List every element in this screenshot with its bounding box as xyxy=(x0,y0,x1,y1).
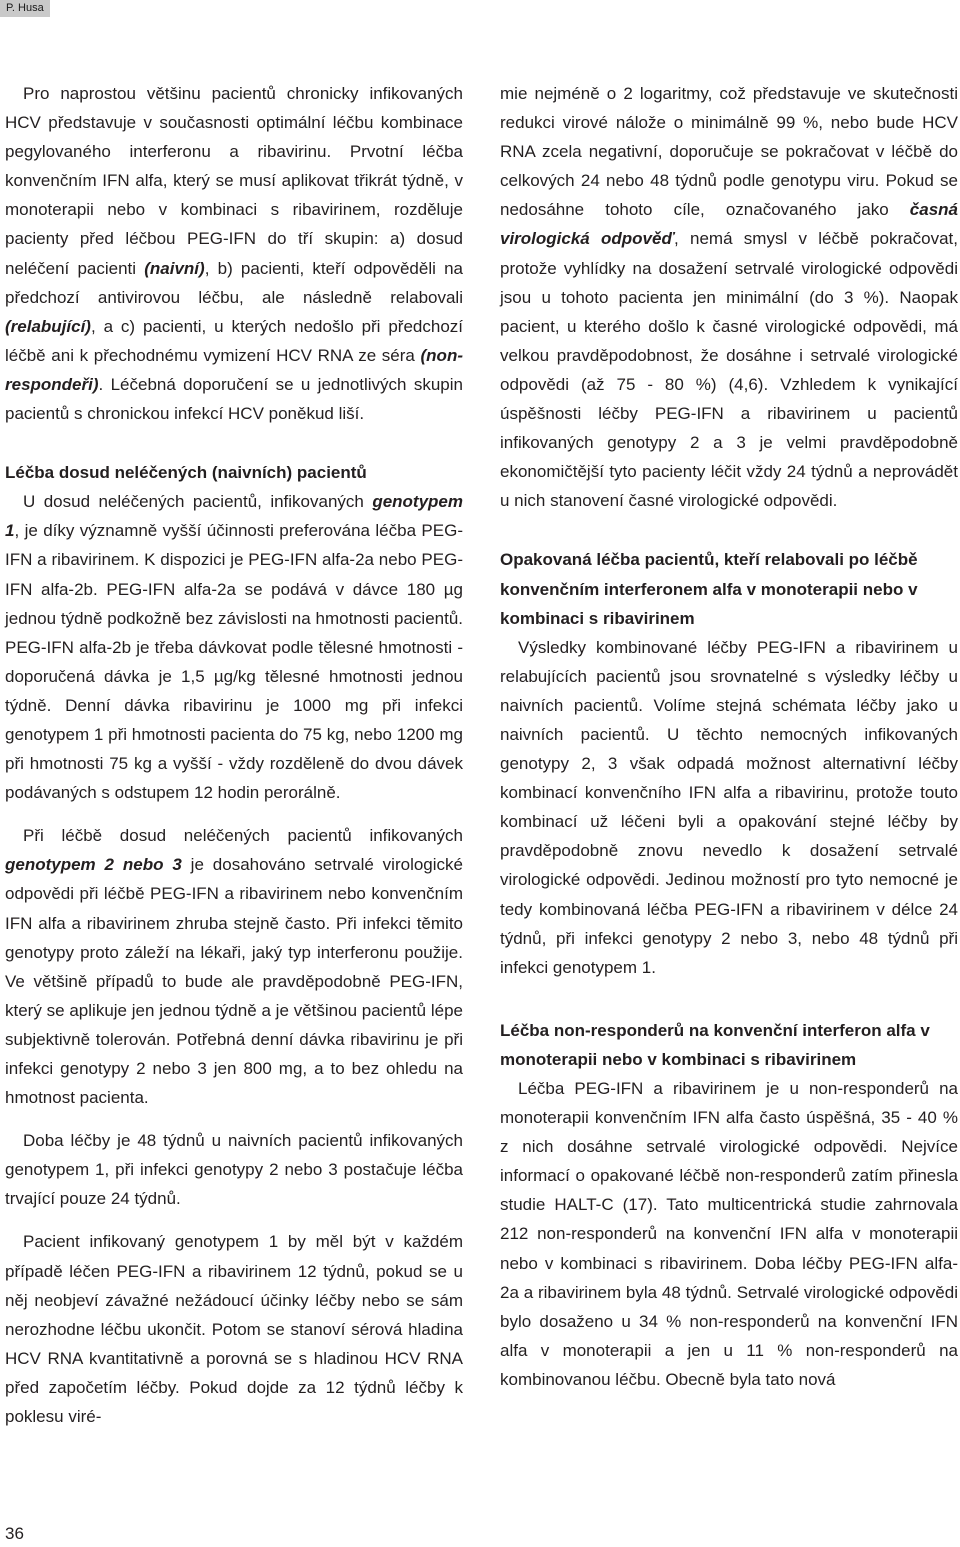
paragraph-genotype-2-3: Při léčbě dosud neléčených pacientů infikovaných genotypem 2 nebo 3 je dosahováno setrvalé virologické odpovědi při léčbě PEG-IFN a ribavirinem nebo konvenčním IFN alfa a ribavirinem zhruba stejně často. Při infekci těmito genotypy proto záleží na lékaři, jaký typ interferonu použije. Ve většině případů to bude ale pravděpodobně PEG-IFN, který se aplikuje jen jednou týdně a je většinou pacientů lépe subjektivně tolerován. Potřebná denní dávka ribavirinu je při infekci genotypy 2 nebo 3 jen 800 mg, a to bez ohledu na hmotnost pacienta. xyxy=(5,826,463,1108)
paragraph-12-weeks: Pacient infikovaný genotypem 1 by měl být v každém případě léčen PEG-IFN a ribavirinem 12 týdnů, pokud se u něj neobjeví závažné nežádoucí účinky léčby nebo se sám nerozhodne léčbu ukončit. Potom se stanoví sérová hladina HCV RNA kvantitativně a porovná se s hladinou HCV RNA před započetím léčby. Pokud dojde za 12 týdnů léčby k poklesu viré- xyxy=(5,1232,463,1427)
paragraph-non-responders: Léčba PEG-IFN a ribavirinem je u non-responderů na monoterapii konvenčním IFN alfa často úspěšná, 35 - 40 % z nich dosáhne setrvalé virologické odpovědi. Nejvíce informací o opakované léčbě non-responderů zatím přinesla studie HALT-C (17). Tato multicentrická studie zahrnovala 212 non-responderů na konvenční IFN alfa v monoterapii nebo v kombinaci s ribavirinem. Doba léčby PEG-IFN alfa-2a a ribavirinem byla 48 týdnů. Setrvalé virologické odpovědi bylo dosaženo u 34 % non-responderů na konvenční IFN alfa v monoterapii a jen u 11 % non-responderů na kombinovanou léčbu. Obecně byla tato nová xyxy=(500,1079,958,1389)
right-column xyxy=(500,79,958,1408)
paragraph-relapsers: Výsledky kombinované léčby PEG-IFN a ribavirinem u relabujících pacientů jsou srovnatelné s výsledky léčby u naivních pacientů. Volíme stejná schémata léčby jako u naivních pacientů. U těchto nemocných infikovaných genotypy 2, 3 však odpadá možnost alternativní léčby kombinací konvenčního IFN alfa a ribavirinu, protože touto kombinací už léčeni byli a opakování stejné léčby by pravděpodobně znovu nevedlo k dosažení setrvalé virologické odpovědi. Jedinou možností pro tyto nemocné je tedy kombinovaná léčba PEG-IFN a ribavirinem v délce 24 týdnů, při infekci genotypy 2 nebo 3, nebo 48 týdnů při infekci genotypem 1. xyxy=(500,637,958,977)
section-heading-non-responders: Léčba non-responderů na konvenční interferon alfa v monoterapii nebo v kombinaci s ribavirinem xyxy=(500,1020,930,1069)
intro-paragraph: Pro naprostou většinu pacientů chronicky infikovaných HCV představuje v současnosti optimální léčbu kombinace pegylovaného interferonu a ribavirinu. Prvotní léčba konvenčním IFN alfa, který se musí aplikovat třikrát týdně, v monoterapii nebo v kombinaci s ribavirinem, rozděluje pacienty před léčbou PEG-IFN do tří skupin: a) dosud neléčení pacienti (naivní), b) pacienti, kteří odpověděli na předchozí antivirovou léčbu, ale následně relabovali (relabující), a c) pacienti, u kterých nedošlo při předchozí léčbě ani k přechodnému vymizení HCV RNA ze séra (non-respondeři). Léčebná doporučení se u jednotlivých skupin pacientů s chronickou infekcí HCV poněkud liší. xyxy=(5,84,463,424)
term-naivni: (naivní) xyxy=(144,258,205,278)
section-heading-naive: Léčba dosud neléčených (naivních) pacientů xyxy=(5,463,367,483)
section-heading-relapsers: Opakovaná léčba pacientů, kteří relabovali po léčbě konvenčním interferonem alfa v monoterapii nebo v kombinaci s ribavirinem xyxy=(500,550,918,628)
page-number: 36 xyxy=(5,1524,24,1543)
paragraph-genotype-1: U dosud neléčených pacientů, infikovaných genotypem 1, je díky významně vyšší účinnosti preferována léčba PEG-IFN a ribavirinem. K dispozici je PEG-IFN alfa-2a nebo PEG-IFN alfa-2b. PEG-IFN alfa-2a se podává v dávce 180 µg jednou týdně podkožně bez závislosti na hmotnosti pacientů. PEG-IFN alfa-2b je třeba dávkovat podle tělesné hmotnosti - doporučená dávka je 1,5 µg/kg tělesné hmotnosti jednou týdně. Denní dávka ribavirinu je 1000 mg při infekci genotypem 1 při hmotnosti pacienta do 75 kg, nebo 1200 mg při hmotnosti 75 kg a vyšší - vždy rozděleně do dvou dávek podávaných s odstupem 12 hodin perorálně. xyxy=(5,492,463,803)
paragraph-continuation: mie nejméně o 2 logaritmy, což představuje ve skutečnosti redukci virové nálože o minimálně 99 %, nebo bude HCV RNA zcela negativní, doporučuje se pokračovat v léčbě do celkových 24 nebo 48 týdnů podle genotypu viru. Pokud se nedosáhne tohoto cíle, označovaného jako časná virologická odpověď, nemá smysl v léčbě pokračovat, protože vyhlídky na dosažení setrvalé virologické odpovědi jsou u tohoto pacienta jen minimální (do 3 %). Naopak pacient, u kterého došlo k časné virologické odpovědi, má velkou pravděpodobnost, že dosáhne i setrvalé virologické odpovědi (až 75 - 80 %) (4,6). Vzhledem k vynikající úspěšnosti léčby PEG-IFN a ribavirinem u pacientů infikovaných genotypy 2 a 3 je velmi pravděpodobně ekonomičtější tyto pacienty léčit vždy 24 týdnů a neprovádět u nich stanovení časné virologické odpovědi. xyxy=(500,84,958,511)
term-early-response: časná virologická odpověď xyxy=(500,200,958,249)
term-relabujici: (relabující) xyxy=(5,316,91,336)
term-non-responderi: (non-respondeři) xyxy=(5,345,463,394)
author-tab: P. Husa xyxy=(0,0,50,17)
left-column xyxy=(5,79,463,1445)
term-genotype-1: genotypem 1 xyxy=(5,492,463,541)
term-genotype-2-3: genotypem 2 nebo 3 xyxy=(5,855,182,875)
paragraph-treatment-duration: Doba léčby je 48 týdnů u naivních pacientů infikovaných genotypem 1, při infekci genotypy 2 nebo 3 postačuje léčba trvající pouze 24 týdnů. xyxy=(5,1131,463,1209)
